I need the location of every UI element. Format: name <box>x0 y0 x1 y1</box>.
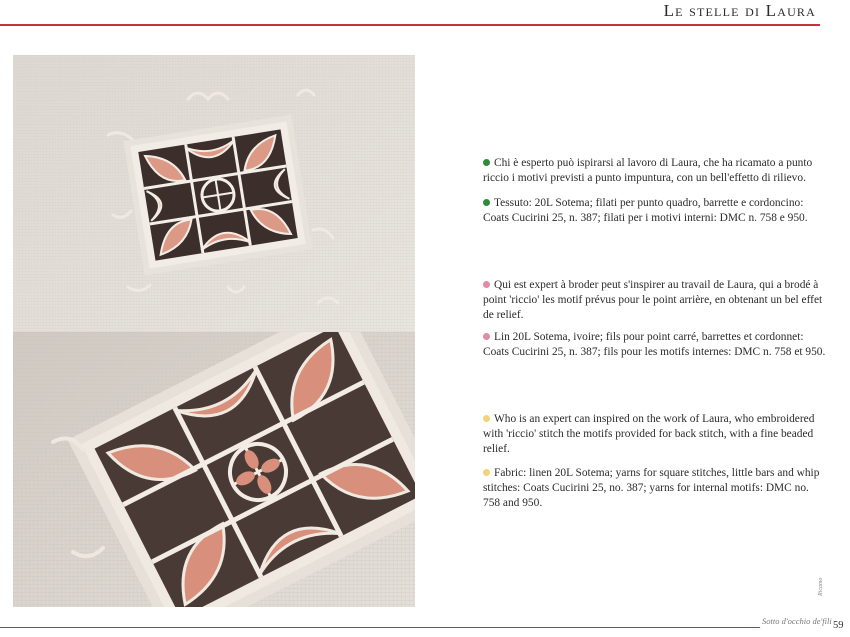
paragraph-english-2 <box>483 466 828 511</box>
paragraph-french-1-text: Qui est expert à broder peut s'inspirer au travail de Laura, qui a brodé à point 'riccio' les motif prévus pour le point arrière, en obtenant un bel effet de relief. <box>483 279 823 321</box>
pink-bullet-icon <box>483 333 490 340</box>
page-number: 59 <box>833 620 844 631</box>
green-bullet-icon <box>483 159 490 166</box>
paragraph-english-1 <box>483 412 828 457</box>
paragraph-english-2-text: Fabric: linen 20L Sotema; yarns for square stitches, little bars and whip stitches: Coats Cucirini 25, no. 387; yarns for internal motifs: DMC no. 758 and 950. <box>483 467 820 509</box>
paragraph-italian-1-text: Chi è esperto può ispirarsi al lavoro di Laura, che ha ricamato a punto riccio i motivi previsti a punto impuntura, con un bell'effetto di rilievo. <box>483 157 813 184</box>
paragraph-italian-1 <box>483 156 828 186</box>
paragraph-french-1 <box>483 278 828 323</box>
embroidery-closeup-illustration <box>13 332 415 607</box>
pink-bullet-icon <box>483 281 490 288</box>
paragraph-italian-2 <box>483 196 828 226</box>
yellow-bullet-icon <box>483 415 490 422</box>
paragraph-italian-2-text: Tessuto: 20L Sotema; filati per punto quadro, barrette e cordoncino: Coats Cucirini 25, n. 387; filati per i motivi interni: DMC n. 758 e 950. <box>483 197 808 224</box>
embroidery-overview-illustration <box>13 55 415 332</box>
bottom-rule <box>0 627 760 628</box>
footer-signature: Sotto d'occhio de'fili <box>762 616 832 626</box>
yellow-bullet-icon <box>483 469 490 476</box>
footer-signature-small: Ricamo <box>818 577 824 596</box>
paragraph-english-1-text: Who is an expert can inspired on the work of Laura, who embroidered with 'riccio' stitch the motifs provided for back stitch, with a fine beaded relief. <box>483 413 815 455</box>
paragraph-french-2 <box>483 330 828 360</box>
embroidery-photo-top <box>13 55 415 332</box>
top-rule <box>0 24 820 26</box>
green-bullet-icon <box>483 199 490 206</box>
page-title: Le stelle di Laura <box>663 1 816 20</box>
paragraph-french-2-text: Lin 20L Sotema, ivoire; fils pour point carré, barrettes et cordonnet: Coats Cucirini 25, n. 387; fils pour les motifs internes: DMC n. 758 et 950. <box>483 331 826 358</box>
embroidery-photo-bottom <box>13 332 415 607</box>
